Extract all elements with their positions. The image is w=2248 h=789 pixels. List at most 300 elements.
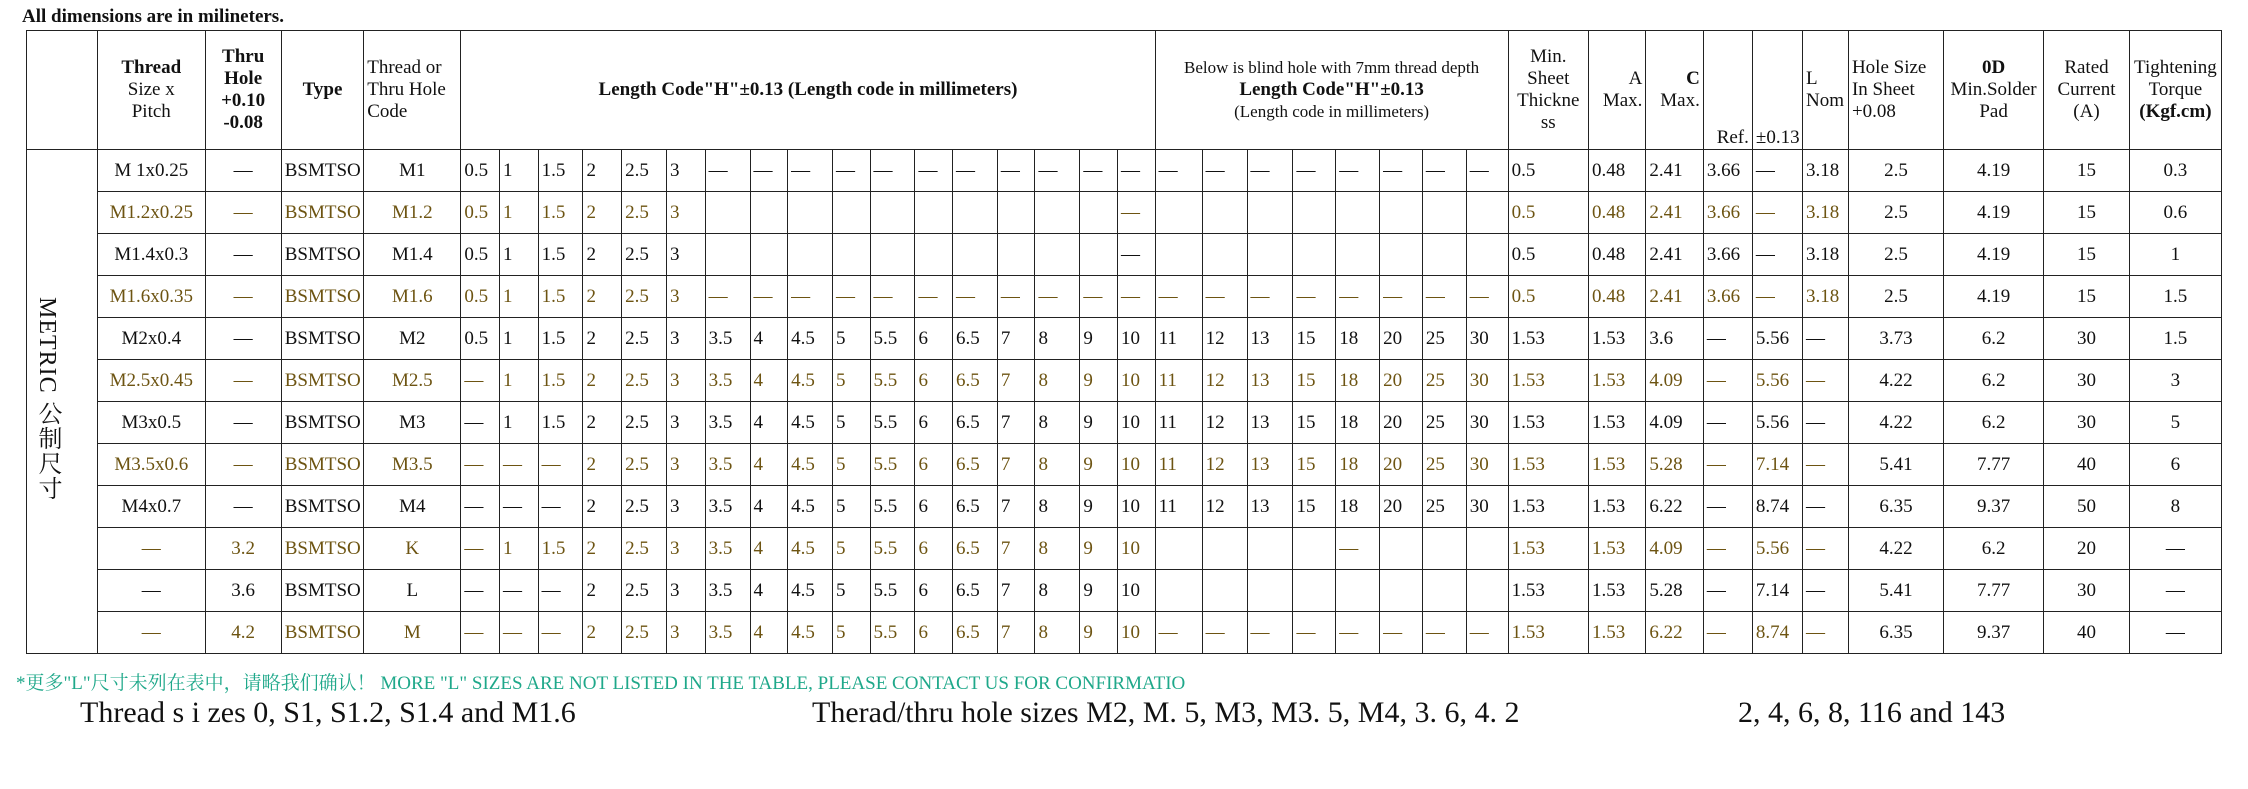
length-code-cell: 6.5 — [953, 486, 998, 528]
blind-length-cell — [1202, 528, 1247, 570]
length-code-cell: 8 — [1035, 528, 1080, 570]
blind-length-cell: — — [1380, 150, 1423, 192]
length-code-cell: 10 — [1117, 360, 1155, 402]
a-max-cell: 1.53 — [1588, 612, 1645, 654]
l-nom-cell: — — [1803, 402, 1849, 444]
blind-length-cell: — — [1466, 150, 1508, 192]
length-code-cell — [750, 234, 788, 276]
blind-length-cell — [1336, 192, 1380, 234]
od-title: 0D — [1981, 57, 2006, 78]
hole-size-cell: 4.22 — [1848, 528, 1943, 570]
footer-left: Thread s i zes 0, S1, S1.2, S1.4 and M1.6 — [80, 696, 576, 729]
blind-length-cell: 13 — [1247, 402, 1293, 444]
tol-cell: — — [1752, 150, 1802, 192]
blind-length-cell — [1293, 528, 1336, 570]
length-code-cell: 5.5 — [870, 444, 915, 486]
rated-current-cell: 30 — [2044, 360, 2130, 402]
code-cell: M2.5 — [364, 360, 461, 402]
type-cell: BSMTSO — [281, 276, 363, 318]
blind-length-cell: 12 — [1202, 402, 1247, 444]
blind-length-cell: — — [1155, 150, 1202, 192]
length-code-cell — [953, 234, 998, 276]
length-code-cell: 5.5 — [870, 528, 915, 570]
l-nom-header — [1803, 31, 1849, 150]
thru-header-l3: +0.10 — [221, 90, 266, 111]
length-code-cell: 1 — [499, 528, 538, 570]
blind-length-cell: — — [1293, 276, 1336, 318]
blind-length-cell: — — [1247, 612, 1293, 654]
blind-length-cell — [1202, 570, 1247, 612]
od-cell: 7.77 — [1943, 570, 2043, 612]
thru-hole-cell: 4.2 — [205, 612, 281, 654]
length-code-cell: 3 — [666, 150, 705, 192]
length-code-cell: — — [461, 444, 500, 486]
length-code-cell — [870, 192, 915, 234]
thru-hole-cell: — — [205, 192, 281, 234]
table-row — [27, 444, 2222, 486]
blind-length-cell: — — [1336, 276, 1380, 318]
min-sheet-cell: 1.53 — [1508, 528, 1588, 570]
length-code-cell: — — [461, 402, 500, 444]
length-code-cell: 9 — [1080, 612, 1118, 654]
hole-size-cell: 3.73 — [1848, 318, 1943, 360]
length-code-cell: 2.5 — [622, 486, 667, 528]
blind-length-cell — [1247, 234, 1293, 276]
length-code-cell — [1035, 192, 1080, 234]
length-code-cell: 4 — [750, 612, 788, 654]
ref-cell: — — [1703, 570, 1752, 612]
ref-cell: — — [1703, 612, 1752, 654]
blind-length-cell: — — [1155, 612, 1202, 654]
length-code-cell: 9 — [1080, 570, 1118, 612]
l-nom-cell: — — [1803, 318, 1849, 360]
ref-cell: — — [1703, 486, 1752, 528]
length-code-cell: 3.5 — [705, 486, 750, 528]
length-code-cell: — — [788, 276, 833, 318]
length-code-cell: 3 — [666, 360, 705, 402]
blind-length-cell: 13 — [1247, 360, 1293, 402]
length-code-cell: 2 — [583, 276, 622, 318]
length-code-cell: 3.5 — [705, 444, 750, 486]
length-code-cell: 4.5 — [788, 570, 833, 612]
min-sheet-cell: 1.53 — [1508, 612, 1588, 654]
blind-length-cell: — — [1336, 150, 1380, 192]
od-cell: 6.2 — [1943, 360, 2043, 402]
length-code-cell: 1 — [499, 150, 538, 192]
hole-size-header — [1848, 31, 1943, 150]
length-code-cell: 9 — [1080, 486, 1118, 528]
length-code-cell: — — [499, 486, 538, 528]
type-cell: BSMTSO — [281, 528, 363, 570]
min-sheet-cell: 1.53 — [1508, 402, 1588, 444]
length-code-cell: 1 — [499, 276, 538, 318]
length-code-cell: — — [915, 276, 953, 318]
length-code-cell: — — [1117, 234, 1155, 276]
length-code-cell: 2.5 — [622, 192, 667, 234]
length-code-cell: 5 — [832, 402, 870, 444]
length-code-cell: 2 — [583, 192, 622, 234]
torque-cell: — — [2129, 528, 2221, 570]
thread-header-l3: Pitch — [131, 101, 171, 122]
length-code-cell: 6 — [915, 444, 953, 486]
length-code-cell: 5.5 — [870, 570, 915, 612]
torque-l2: Torque — [2148, 79, 2203, 100]
blind-length-cell — [1380, 528, 1423, 570]
l-letter: L — [1806, 68, 1818, 89]
length-code-cell: 10 — [1117, 444, 1155, 486]
tol-cell: 8.74 — [1752, 612, 1802, 654]
l-nom-cell: 3.18 — [1803, 276, 1849, 318]
length-code-cell: 2.5 — [622, 318, 667, 360]
tol-cell: 5.56 — [1752, 360, 1802, 402]
length-code-cell: 4 — [750, 360, 788, 402]
length-code-cell: 3.5 — [705, 528, 750, 570]
length-code-cell: 1.5 — [538, 150, 583, 192]
blind-length-cell: — — [1422, 612, 1466, 654]
blind-length-cell — [1422, 192, 1466, 234]
size-note: *更多"L"尺寸未列在表中，请略我们确认！ MORE "L" SIZES ARE NOT LISTED IN THE TABLE, PLEASE CONTACT US FOR CONFIRMATIO — [16, 673, 1186, 694]
length-code-cell: 4 — [750, 444, 788, 486]
blind-length-cell — [1247, 570, 1293, 612]
type-cell: BSMTSO — [281, 150, 363, 192]
length-code-cell: 0.5 — [461, 276, 500, 318]
length-code-cell: 1.5 — [538, 276, 583, 318]
od-cell: 9.37 — [1943, 486, 2043, 528]
length-code-cell: 1.5 — [538, 318, 583, 360]
code-header-l3: Code — [367, 101, 408, 122]
length-code-cell: 7 — [997, 612, 1035, 654]
blind-length-cell — [1247, 528, 1293, 570]
a-letter: A — [1628, 68, 1643, 89]
length-code-cell — [997, 192, 1035, 234]
rated-l3: (A) — [2073, 101, 2100, 122]
length-code-cell: — — [915, 150, 953, 192]
code-cell: M4 — [364, 486, 461, 528]
rated-current-header — [2044, 31, 2130, 150]
side-header-cell — [27, 31, 98, 150]
length-code-cell: — — [705, 150, 750, 192]
rated-current-cell: 15 — [2044, 192, 2130, 234]
length-code-cell — [915, 234, 953, 276]
table-row — [27, 318, 2222, 360]
hole-size-cell: 2.5 — [1848, 234, 1943, 276]
od-l1: Min.Solder — [1950, 79, 2037, 100]
min-sheet-cell: 1.53 — [1508, 318, 1588, 360]
header-row — [27, 31, 2222, 150]
length-code-cell: — — [538, 444, 583, 486]
table-row — [27, 192, 2222, 234]
length-code-cell: — — [832, 150, 870, 192]
tol-cell: 5.56 — [1752, 402, 1802, 444]
length-code-cell: 2.5 — [622, 360, 667, 402]
thread-cell: — — [98, 570, 206, 612]
hole-size-cell: 5.41 — [1848, 444, 1943, 486]
torque-cell: 1.5 — [2129, 276, 2221, 318]
length-code-cell: 4.5 — [788, 360, 833, 402]
length-code-cell: 3 — [666, 234, 705, 276]
od-cell: 7.77 — [1943, 444, 2043, 486]
blind-length-cell: 15 — [1293, 402, 1336, 444]
blind-length-cell — [1336, 570, 1380, 612]
tol-cell: — — [1752, 192, 1802, 234]
length-code-cell: 7 — [997, 402, 1035, 444]
thread-header-l1: Thread — [121, 57, 182, 78]
od-cell: 6.2 — [1943, 528, 2043, 570]
length-code-cell: 2.5 — [622, 234, 667, 276]
length-code-cell — [997, 234, 1035, 276]
blind-length-cell: 12 — [1202, 486, 1247, 528]
length-code-cell: 6 — [915, 318, 953, 360]
min-sheet-cell: 0.5 — [1508, 150, 1588, 192]
table-row — [27, 570, 2222, 612]
blind-length-cell — [1155, 528, 1202, 570]
length-code-cell: 2.5 — [622, 444, 667, 486]
a-max-header — [1588, 31, 1645, 150]
torque-cell: 6 — [2129, 444, 2221, 486]
tol-cell: 5.56 — [1752, 318, 1802, 360]
length-code-cell: 4.5 — [788, 486, 833, 528]
torque-cell: 1.5 — [2129, 318, 2221, 360]
length-code-cell: — — [461, 612, 500, 654]
blind-length-cell — [1466, 234, 1508, 276]
a-max-cell: 0.48 — [1588, 276, 1645, 318]
blind-length-cell — [1422, 570, 1466, 612]
length-code-cell: 5 — [832, 528, 870, 570]
blind-length-cell — [1466, 192, 1508, 234]
length-code-cell: 3 — [666, 612, 705, 654]
l-nom-cell: 3.18 — [1803, 234, 1849, 276]
hole-size-cell: 4.22 — [1848, 360, 1943, 402]
length-code-cell: 6 — [915, 486, 953, 528]
length-code-cell: — — [1035, 276, 1080, 318]
length-code-cell — [705, 192, 750, 234]
a-max-cell: 1.53 — [1588, 402, 1645, 444]
length-code-cell: — — [538, 612, 583, 654]
table-row — [27, 486, 2222, 528]
min-sheet-cell: 1.53 — [1508, 570, 1588, 612]
length-code-cell: 0.5 — [461, 150, 500, 192]
rated-current-cell: 15 — [2044, 234, 2130, 276]
blind-length-cell: — — [1466, 612, 1508, 654]
length-code-cell: 2 — [583, 402, 622, 444]
length-code-cell: 1 — [499, 192, 538, 234]
blind-length-cell: 25 — [1422, 318, 1466, 360]
blind-length-cell — [1202, 234, 1247, 276]
length-code-cell: 7 — [997, 444, 1035, 486]
rated-current-cell: 50 — [2044, 486, 2130, 528]
length-code-cell: 2 — [583, 486, 622, 528]
length-code-cell — [832, 192, 870, 234]
hole-size-cell: 4.22 — [1848, 402, 1943, 444]
od-cell: 6.2 — [1943, 318, 2043, 360]
length-code-cell — [832, 234, 870, 276]
length-code-cell: 7 — [997, 360, 1035, 402]
l-nom-cell: 3.18 — [1803, 192, 1849, 234]
length-code-header: Length Code"H"±0.13 (Length code in millimeters) — [461, 31, 1155, 150]
length-code-cell: 2.5 — [622, 528, 667, 570]
blind-note: Below is blind hole with 7mm thread depth — [1184, 58, 1480, 77]
torque-cell: 8 — [2129, 486, 2221, 528]
blind-length-cell: 11 — [1155, 360, 1202, 402]
length-code-cell: 3 — [666, 486, 705, 528]
od-header — [1943, 31, 2043, 150]
od-l2: Pad — [1979, 101, 2008, 122]
length-code-cell: 9 — [1080, 360, 1118, 402]
blind-length-cell: 15 — [1293, 360, 1336, 402]
length-code-cell: — — [1117, 276, 1155, 318]
blind-sub: (Length code in millimeters) — [1234, 102, 1430, 121]
length-code-cell: 1 — [499, 402, 538, 444]
od-cell: 4.19 — [1943, 234, 2043, 276]
blind-length-cell: 25 — [1422, 444, 1466, 486]
table-row — [27, 528, 2222, 570]
blind-length-cell: 30 — [1466, 318, 1508, 360]
l-nom-cell: — — [1803, 612, 1849, 654]
blind-length-cell — [1155, 570, 1202, 612]
thread-cell: M2x0.4 — [98, 318, 206, 360]
thread-cell: — — [98, 612, 206, 654]
blind-length-cell: — — [1293, 150, 1336, 192]
blind-length-cell — [1202, 192, 1247, 234]
thread-header-l2: Size x — [127, 79, 175, 100]
length-code-cell: 1 — [499, 360, 538, 402]
hole-size-l1: Hole Size — [1851, 57, 1927, 78]
length-code-cell: 4 — [750, 486, 788, 528]
length-code-cell — [705, 234, 750, 276]
blind-length-cell — [1336, 234, 1380, 276]
blind-length-cell: 12 — [1202, 360, 1247, 402]
ref-cell: 3.66 — [1703, 150, 1752, 192]
rated-current-cell: 30 — [2044, 570, 2130, 612]
thread-cell: M 1x0.25 — [98, 150, 206, 192]
length-code-cell — [1080, 192, 1118, 234]
c-max-cell: 4.09 — [1646, 360, 1703, 402]
type-cell: BSMTSO — [281, 318, 363, 360]
c-letter: C — [1686, 68, 1700, 89]
code-cell: M3 — [364, 402, 461, 444]
blind-length-cell: 25 — [1422, 360, 1466, 402]
blind-length-cell: — — [1202, 150, 1247, 192]
blind-length-cell: 20 — [1380, 318, 1423, 360]
length-code-cell: — — [499, 570, 538, 612]
spec-table-body — [27, 150, 2222, 654]
thread-cell: M3.5x0.6 — [98, 444, 206, 486]
blind-length-cell: 15 — [1293, 444, 1336, 486]
min-sheet-cell: 1.53 — [1508, 360, 1588, 402]
a-max-cell: 0.48 — [1588, 192, 1645, 234]
length-code-cell: 6.5 — [953, 570, 998, 612]
length-code-cell: 4.5 — [788, 528, 833, 570]
length-code-cell: 6.5 — [953, 318, 998, 360]
c-max-label: Max. — [1660, 90, 1700, 111]
length-code-cell: — — [461, 360, 500, 402]
length-code-cell: 0.5 — [461, 192, 500, 234]
blind-length-cell: 25 — [1422, 486, 1466, 528]
length-code-cell: — — [1035, 150, 1080, 192]
length-code-cell: 8 — [1035, 360, 1080, 402]
c-max-cell: 3.6 — [1646, 318, 1703, 360]
l-nom-cell: — — [1803, 570, 1849, 612]
thread-cell: M4x0.7 — [98, 486, 206, 528]
length-code-cell: 8 — [1035, 318, 1080, 360]
length-code-cell: 5 — [832, 570, 870, 612]
length-code-cell: 6 — [915, 528, 953, 570]
code-cell: M1 — [364, 150, 461, 192]
length-code-cell: 10 — [1117, 486, 1155, 528]
rated-current-cell: 15 — [2044, 150, 2130, 192]
c-max-cell: 5.28 — [1646, 570, 1703, 612]
blind-length-cell: 18 — [1336, 360, 1380, 402]
length-code-cell: — — [499, 444, 538, 486]
metric-side-text: METRIC 公制尺寸 — [34, 296, 60, 501]
table-row — [27, 402, 2222, 444]
blind-length-cell: 15 — [1293, 318, 1336, 360]
length-code-cell: 1.5 — [538, 360, 583, 402]
a-max-cell: 1.53 — [1588, 318, 1645, 360]
torque-unit: (Kgf.cm) — [2139, 101, 2212, 122]
blind-length-cell: 12 — [1202, 444, 1247, 486]
a-max-cell: 0.48 — [1588, 234, 1645, 276]
blind-length-cell: 30 — [1466, 444, 1508, 486]
blind-length-cell: 13 — [1247, 444, 1293, 486]
length-code-cell: 1.5 — [538, 192, 583, 234]
ref-cell: — — [1703, 528, 1752, 570]
length-code-cell: — — [997, 150, 1035, 192]
torque-cell: 0.6 — [2129, 192, 2221, 234]
code-cell: M1.6 — [364, 276, 461, 318]
blind-length-cell — [1155, 192, 1202, 234]
length-code-cell: — — [538, 570, 583, 612]
ref-cell: — — [1703, 318, 1752, 360]
blind-length-cell: — — [1247, 150, 1293, 192]
length-code-cell: — — [461, 570, 500, 612]
blind-length-cell — [1293, 570, 1336, 612]
length-code-cell: 8 — [1035, 570, 1080, 612]
table-row — [27, 612, 2222, 654]
length-code-cell: 4.5 — [788, 444, 833, 486]
blind-length-cell — [1247, 192, 1293, 234]
length-code-cell — [788, 192, 833, 234]
torque-cell: 0.3 — [2129, 150, 2221, 192]
blind-length-cell: 11 — [1155, 486, 1202, 528]
torque-cell: — — [2129, 612, 2221, 654]
rated-l2: Current — [2057, 79, 2116, 100]
type-cell: BSMTSO — [281, 360, 363, 402]
length-code-cell: 2 — [583, 570, 622, 612]
blind-length-cell: 11 — [1155, 402, 1202, 444]
thru-hole-cell: 3.2 — [205, 528, 281, 570]
code-cell: M1.4 — [364, 234, 461, 276]
blind-length-cell — [1380, 234, 1423, 276]
od-cell: 4.19 — [1943, 276, 2043, 318]
length-code-cell — [750, 192, 788, 234]
thread-cell: M1.4x0.3 — [98, 234, 206, 276]
thread-cell: M1.2x0.25 — [98, 192, 206, 234]
blind-length-cell: — — [1380, 276, 1423, 318]
blind-length-cell: 18 — [1336, 318, 1380, 360]
blind-length-cell: — — [1202, 276, 1247, 318]
blind-length-cell — [1422, 528, 1466, 570]
blind-length-cell: 20 — [1380, 486, 1423, 528]
min-sheet-cell: 1.53 — [1508, 486, 1588, 528]
length-code-cell: — — [750, 276, 788, 318]
code-cell: L — [364, 570, 461, 612]
spec-table — [26, 30, 2222, 654]
rated-current-cell: 20 — [2044, 528, 2130, 570]
length-code-cell: 2.5 — [622, 276, 667, 318]
type-cell: BSMTSO — [281, 570, 363, 612]
length-code-cell: 2 — [583, 612, 622, 654]
